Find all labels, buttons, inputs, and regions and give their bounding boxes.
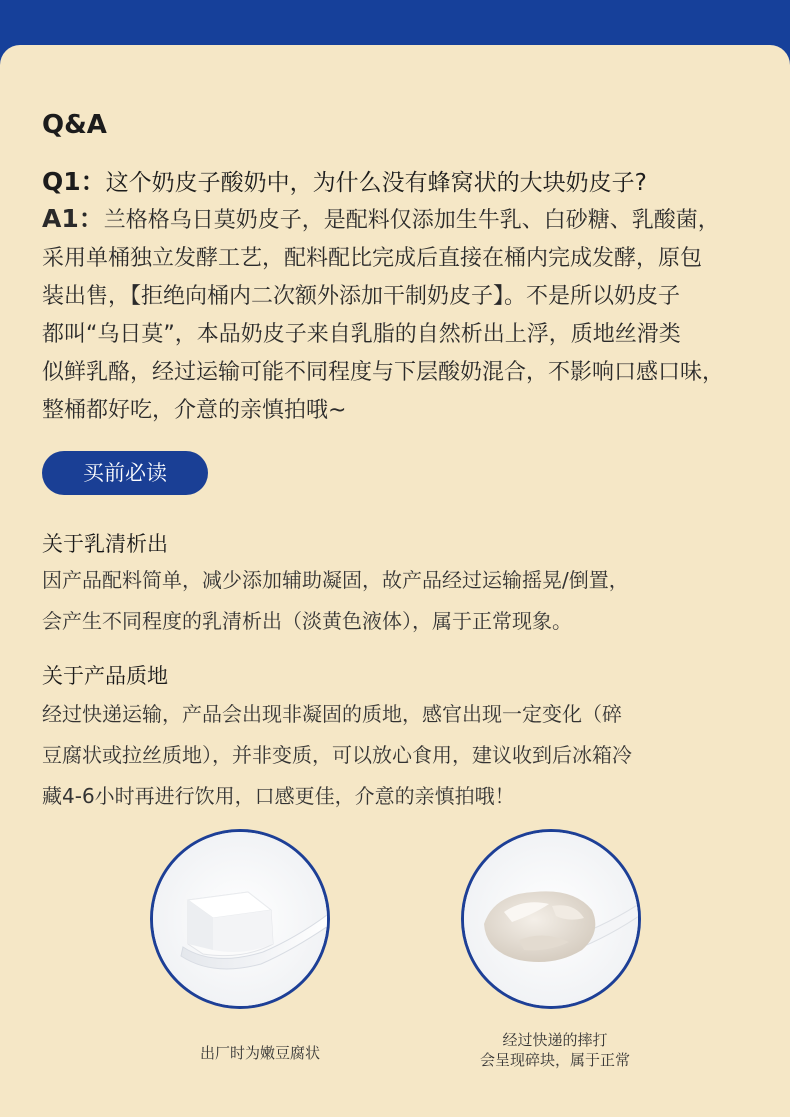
question-tag: Q1： (42, 167, 106, 196)
answer-line: 似鲜乳酪，经过运输可能不同程度与下层酸奶混合，不影响口感口味， (42, 360, 725, 385)
answer-line: 整桶都好吃，介意的亲慎拍哦~ (42, 398, 347, 423)
whey-section-body (42, 560, 629, 642)
left-photo-caption: 出厂时为嫩豆腐状 (199, 1044, 320, 1062)
yogurt-chunks-icon (464, 832, 638, 1006)
texture-line: 藏4-6小时再进行饮用，口感更佳，介意的亲慎拍哦！ (42, 784, 515, 808)
texture-section-body (42, 694, 632, 817)
yogurt-spoon-icon (153, 832, 327, 1006)
broken-texture-photo (461, 829, 641, 1009)
texture-line: 经过快递运输，产品会出现非凝固的质地，感官出现一定变化（碎 (42, 702, 622, 726)
texture-section-title: 关于产品质地 (42, 664, 168, 688)
whey-section-title: 关于乳清析出 (42, 532, 168, 556)
whey-line: 会产生不同程度的乳清析出（淡黄色液体），属于正常现象。 (42, 609, 572, 633)
answer-tag: A1： (42, 204, 104, 233)
answer-line: 都叫“乌日莫”，本品奶皮子来自乳脂的自然析出上浮，质地丝滑类 (42, 322, 681, 347)
question-1 (42, 162, 647, 198)
right-photo-caption: 经过快递的摔打 会呈现碎块，属于正常 (479, 1031, 630, 1069)
qa-heading: Q&A (42, 110, 107, 140)
whey-line: 因产品配料简单，减少添加辅助凝固，故产品经过运输摇晃/倒置， (42, 568, 629, 592)
must-read-badge: 买前必读 (42, 451, 208, 495)
answer-1 (42, 200, 772, 430)
answer-line: 装出售，【拒绝向桶内二次额外添加干制奶皮子】。不是所以奶皮子 (42, 284, 681, 309)
texture-line: 豆腐状或拉丝质地），并非变质，可以放心食用，建议收到后冰箱冷 (42, 743, 632, 767)
answer-line: A1：兰格格乌日莫奶皮子，是配料仅添加生牛乳、白砂糖、乳酸菌， (42, 204, 720, 233)
answer-line: 采用单桶独立发酵工艺，配料配比完成后直接在桶内完成发酵，原包 (42, 246, 703, 271)
question-text: 这个奶皮子酸奶中，为什么没有蜂窝状的大块奶皮子? (105, 170, 647, 196)
tofu-texture-photo (150, 829, 330, 1009)
